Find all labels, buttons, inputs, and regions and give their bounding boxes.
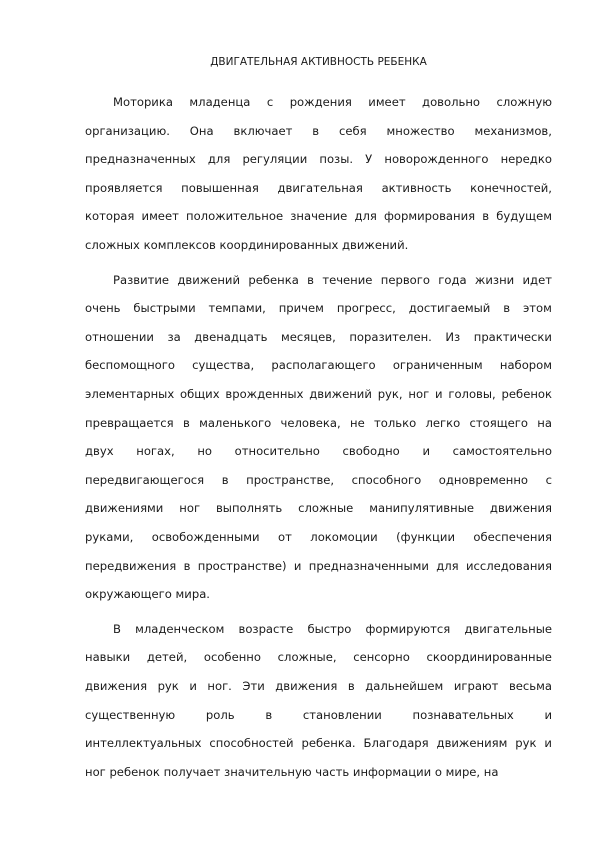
text-line: которая имеет положительное значение для формирования в будущем <box>85 209 552 224</box>
text-line: окружающего мира. <box>85 587 210 602</box>
text-line: передвигающегося в пространстве, способного одновременно с <box>85 472 552 487</box>
text-line: отношении за двенадцать месяцев, поразителен. Из практически <box>85 329 552 344</box>
text-line: беспомощного существа, располагающего ограниченным набором <box>85 358 552 373</box>
text-line: сложных комплексов координированных движений. <box>85 238 409 252</box>
text-line: существенную роль в становлении познавательных и <box>85 707 552 722</box>
text-line: Моторика младенца с рождения имеет довольно сложную <box>113 95 552 109</box>
document-title: ДВИГАТЕЛЬНАЯ АКТИВНОСТЬ РЕБЕНКА <box>210 56 427 68</box>
text-line: двух ногах, но относительно свободно и самостоятельно <box>85 444 552 459</box>
text-line: движения рук и ног. Эти движения в дальнейшем играют весьма <box>85 679 552 693</box>
text-line: организацию. Она включает в себя множество механизмов, <box>85 123 552 138</box>
text-line: передвижения в пространстве) и предназначенными для исследования <box>85 558 552 573</box>
text-line: интеллектуальных способностей ребенка. Благодаря движениям рук и <box>85 736 552 751</box>
text-line: проявляется повышенная двигательная активность конечностей, <box>85 180 552 195</box>
text-line: очень быстрыми темпами, причем прогресс, достигаемый в этом <box>85 301 552 316</box>
text-line: движениями ног выполнять сложные манипулятивные движения <box>85 501 552 516</box>
text-line: Развитие движений ребенка в течение первого года жизни идет <box>113 272 552 287</box>
text-line: предназначенных для регуляции позы. У новорожденного нередко <box>85 152 552 167</box>
text-line: руками, освобожденными от локомоции (функции обеспечения <box>85 530 552 544</box>
text-line: навыки детей, особенно сложные, сенсорно скоординированные <box>85 650 552 665</box>
text-line: В младенческом возрасте быстро формируются двигательные <box>113 621 552 636</box>
text-line: элементарных общих врожденных движений рук, ног и головы, ребенок <box>85 387 552 401</box>
text-line: ног ребенок получает значительную часть информации о мире, на <box>85 764 499 779</box>
text-line: превращается в маленького человека, не только легко стоящего на <box>85 415 552 430</box>
